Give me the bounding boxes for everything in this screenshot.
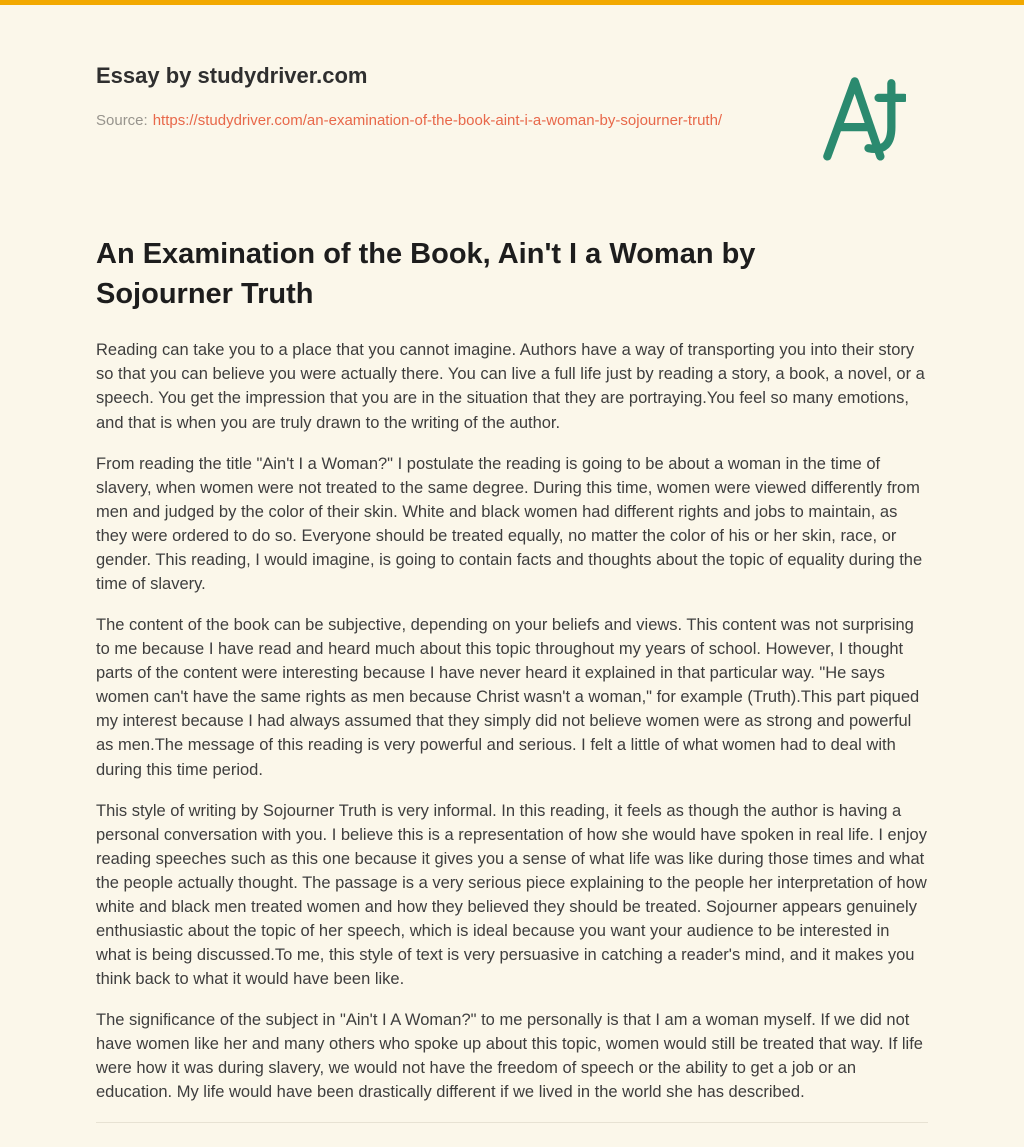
page [0, 5, 1024, 1147]
source-line [96, 109, 751, 132]
article-paragraph-1: Reading can take you to a place that you cannot imagine. Authors have a way of transporting you into their story so that you can believe you were actually there. You can live a full life just by reading a story, a book, a novel, or a speech. You get the impression that you are in the situation that they are portraying.You feel so many emotions, and that is when you are truly drawn to the writing of the author. [96, 341, 925, 432]
essay-byline: Essay by studydriver.com [96, 63, 368, 88]
document-header [96, 63, 928, 132]
article-paragraph-4: This style of writing by Sojourner Truth is very informal. In this reading, it feels as though the author is having a personal conversation with you. I believe this is a representation of how she would have spoken in real life. I enjoy reading speeches such as this one because it gives you a sense of what life was like during those times and what the people actually thought. The passage is a very serious piece explaining to the people her interpretation of how white and black men treated women and how they believed they should be treated. Sojourner appears genuinely enthusiastic about the topic of her speech, which is ideal because you want your audience to be interested in what is being discussed.To me, this style of text is very persuasive in catching a reader's mind, and it makes you think back to what it would have been like. [96, 801, 927, 989]
source-label: Source: [96, 112, 148, 129]
article-paragraph-2: From reading the title "Ain't I a Woman?" I postulate the reading is going to be about a woman in the time of slavery, when women were not treated to the same degree. During this time, women were viewed differently from men and judged by the color of their skin. White and black women had different rights and jobs to maintain, as they were ordered to do so. Everyone should be treated equally, no matter the color of his or her skin, race, or gender. This reading, I would imagine, is going to contain facts and thoughts about the topic of equality during the time of slavery. [96, 454, 923, 593]
article [96, 234, 928, 1122]
source-link[interactable]: https://studydriver.com/an-examination-of-the-book-aint-i-a-woman-by-sojourner-truth/ [152, 112, 723, 129]
studydriver-logo-icon [820, 71, 906, 165]
article-title: An Examination of the Book, Ain't I a Woman by Sojourner Truth [96, 238, 756, 311]
section-divider [96, 1122, 928, 1123]
article-paragraph-5: The significance of the subject in "Ain't I A Woman?" to me personally is that I am a woman myself. If we did not have women like her and many others who spoke up about this topic, women would still be treated that way. If life were how it was during slavery, we would not have the freedom of speech or the ability to get a job or an education. My life would have been drastically different if we lived in the world she has described. [96, 1011, 923, 1102]
article-paragraph-3: The content of the book can be subjective, depending on your beliefs and views. This content was not surprising to me because I have read and heard much about this topic throughout my years of school. However, I thought parts of the content were interesting because I have never heard it explained in that particular way. "He says women can't have the same rights as men because Christ wasn't a woman," for example (Truth).This part piqued my interest because I had always assumed that they simply did not believe women were as strong and powerful as men.The message of this reading is very powerful and serious. I felt a little of what women had to deal with during this time period. [96, 616, 920, 779]
